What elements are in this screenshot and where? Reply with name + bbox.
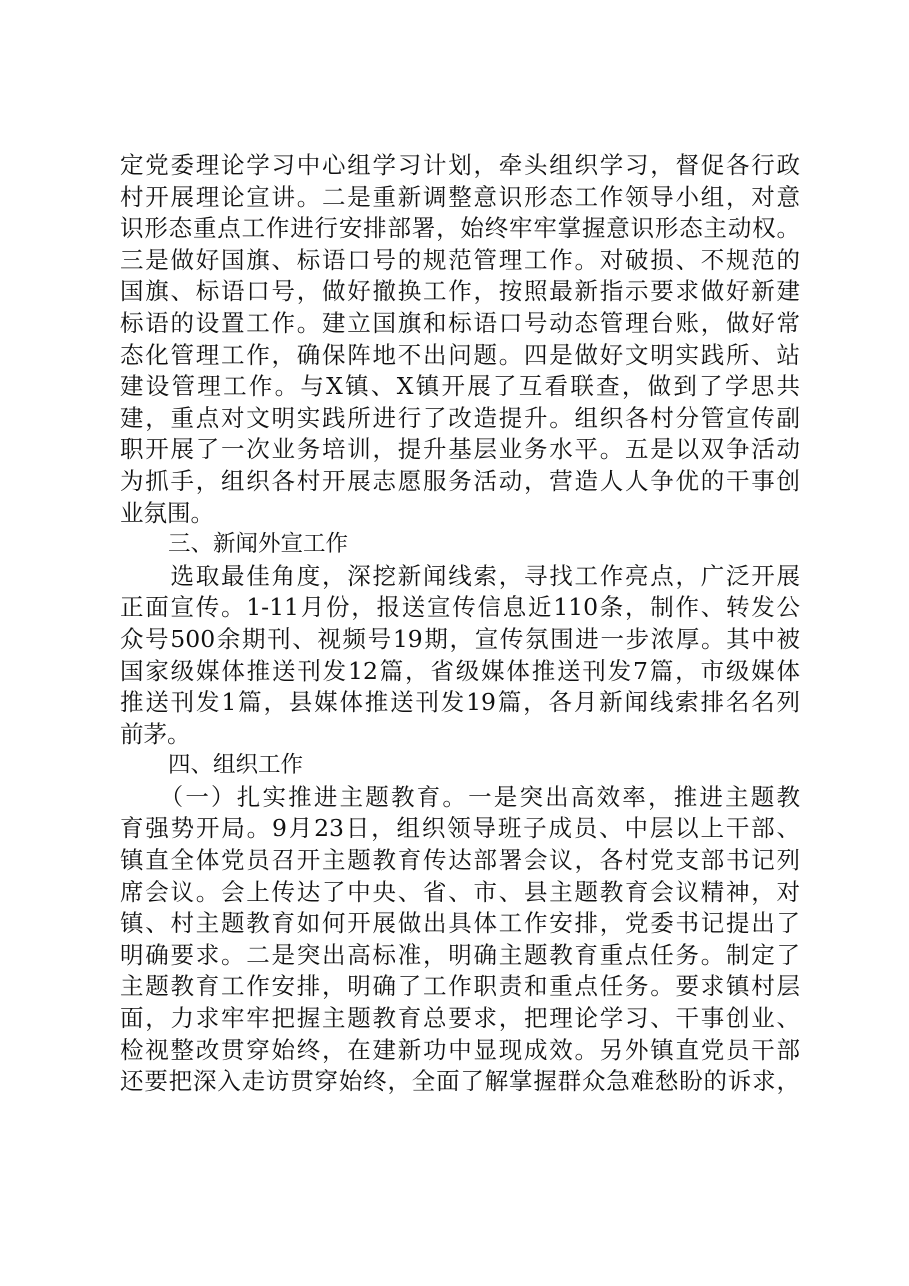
text-line: 推送刊发1篇，县媒体推送刊发19篇，各月新闻线索排名名列 xyxy=(120,688,800,717)
section-heading: 四、组织工作 xyxy=(168,752,304,779)
text-line: 镇直全体党员召开主题教育传达部署会议，各村党支部书记列 xyxy=(120,846,800,875)
text-line: 还要把深入走访贯穿始终，全面了解掌握群众急难愁盼的诉求， xyxy=(120,1067,800,1096)
text-line: 定党委理论学习中心组学习计划，牵头组织学习，督促各行政 xyxy=(120,151,800,179)
text-line: 正面宣传。1-11月份，报送宣传信息近110条，制作、转发公 xyxy=(120,593,800,622)
text-line: 选取最佳角度，深挖新闻线索，寻找工作亮点，广泛开展 xyxy=(120,561,800,590)
text-line: 村开展理论宣讲。二是重新调整意识形态工作领导小组，对意 xyxy=(120,182,800,211)
text-line: 标语的设置工作。建立国旗和标语口号动态管理台账，做好常 xyxy=(120,308,800,337)
text-line: 建设管理工作。与X镇、X镇开展了互看联查，做到了学思共 xyxy=(120,372,800,401)
section-heading: 三、新闻外宣工作 xyxy=(168,531,349,558)
text-line: 席会议。会上传达了中央、省、市、县主题教育会议精神，对 xyxy=(120,877,800,906)
text-line: 主题教育工作安排，明确了工作职责和重点任务。要求镇村层 xyxy=(120,972,800,1001)
text-line: 镇、村主题教育如何开展做出具体工作安排，党委书记提出了 xyxy=(120,909,800,938)
text-line: 育强势开局。9月23日，组织领导班子成员、中层以上干部、 xyxy=(120,814,800,843)
text-line: 检视整改贯穿始终，在建新功中显现成效。另外镇直党员干部 xyxy=(120,1035,800,1064)
text-line: 业氛围。 xyxy=(120,498,214,527)
text-line: 面，力求牢牢把握主题教育总要求，把理论学习、干事创业、 xyxy=(120,1004,800,1033)
text-line: 建，重点对文明实践所进行了改造提升。组织各村分管宣传副 xyxy=(120,403,800,432)
document-body xyxy=(120,150,800,1098)
text-line: 三是做好国旗、标语口号的规范管理工作。对破损、不规范的 xyxy=(120,245,800,274)
text-line: 明确要求。二是突出高标准，明确主题教育重点任务。制定了 xyxy=(120,940,800,969)
text-line: 众号500余期刊、视频号19期，宣传氛围进一步浓厚。其中被 xyxy=(120,624,800,653)
text-line: （一）扎实推进主题教育。一是突出高效率，推进主题教 xyxy=(120,782,800,811)
text-line: 职开展了一次业务培训，提升基层业务水平。五是以双争活动 xyxy=(120,435,800,464)
text-line: 为抓手，组织各村开展志愿服务活动，营造人人争优的干事创 xyxy=(120,466,800,495)
text-line: 国旗、标语口号，做好撤换工作，按照最新指示要求做好新建 xyxy=(120,277,800,306)
text-line: 前茅。 xyxy=(120,719,191,748)
text-line: 识形态重点工作进行安排部署，始终牢牢掌握意识形态主动权。 xyxy=(120,214,800,243)
text-line: 态化管理工作，确保阵地不出问题。四是做好文明实践所、站 xyxy=(120,340,800,369)
text-line: 国家级媒体推送刊发12篇，省级媒体推送刊发7篇，市级媒体 xyxy=(120,656,800,685)
